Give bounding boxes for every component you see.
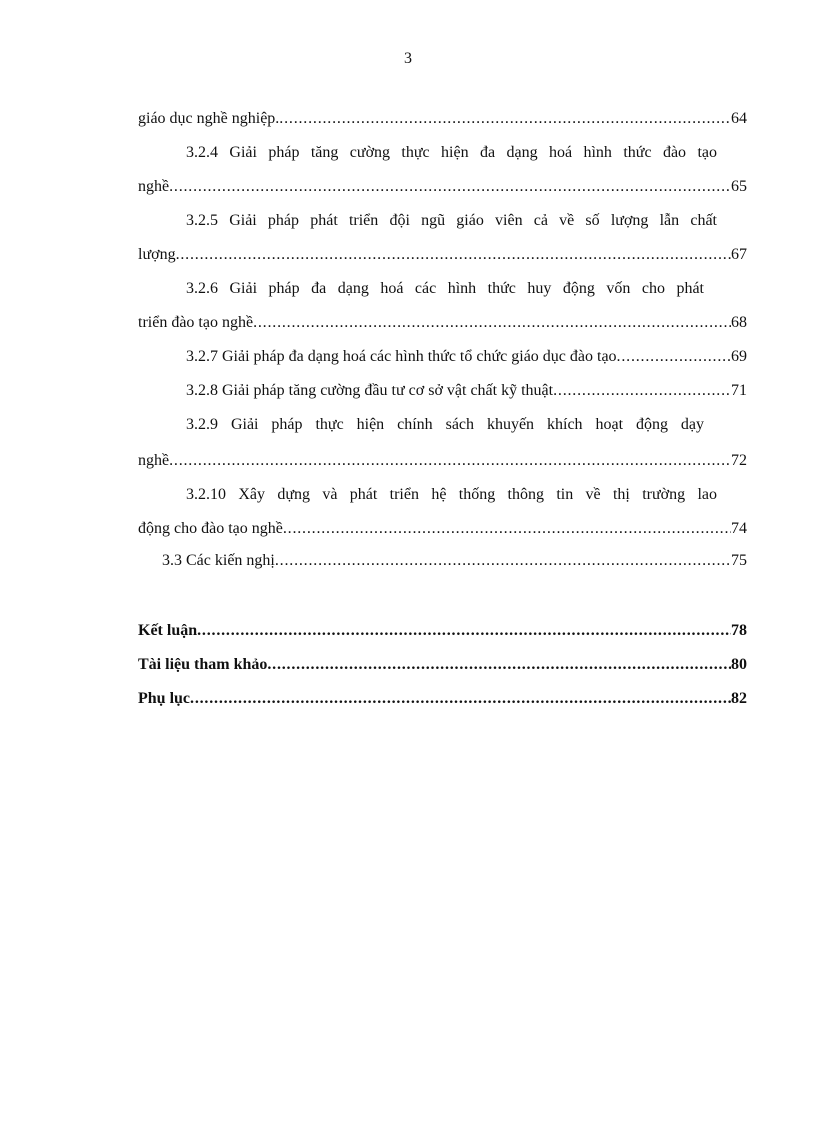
dot-leader (283, 518, 731, 540)
page-number: 3 (404, 50, 412, 67)
toc-entry[interactable] (138, 312, 747, 334)
toc-entry[interactable] (186, 380, 747, 402)
toc-entry[interactable] (138, 108, 747, 130)
toc-entry-label: triển đào tạo nghề (138, 314, 254, 331)
toc-section-page: 78 (731, 622, 747, 639)
dot-leader (275, 550, 731, 572)
toc-entry-page: 65 (731, 178, 747, 195)
toc-entry-label: nghề (138, 178, 170, 195)
dot-leader (176, 244, 731, 266)
toc-section-label: Phụ lục (138, 690, 191, 707)
toc-entry-title-line[interactable]: 3.2.6 Giải pháp đa dạng hoá các hình thức huy động vốn cho phát (186, 280, 704, 297)
dot-leader (279, 108, 731, 130)
toc-entry-page: 67 (731, 246, 747, 263)
toc-entry-page: 72 (731, 452, 747, 469)
toc-entry-label: giáo dục nghề nghiệp. (138, 110, 280, 127)
toc-entry-title-line[interactable]: 3.2.4 Giải pháp tăng cường thực hiện đa dạng hoá hình thức đào tạo (186, 144, 717, 161)
dot-leader (169, 450, 731, 472)
toc-entry[interactable] (138, 176, 747, 198)
toc-entry-page: 69 (731, 348, 747, 365)
toc-entry-label: 3.2.8 Giải pháp tăng cường đầu tư cơ sở vật chất kỹ thuật (186, 382, 554, 399)
toc-entry-page: 64 (731, 110, 747, 127)
toc-entry-title-line[interactable]: 3.2.5 Giải pháp phát triển đội ngũ giáo viên cả về số lượng lẫn chất (186, 212, 717, 229)
toc-entry[interactable] (138, 518, 747, 540)
toc-section[interactable] (138, 654, 747, 676)
toc-entry-page: 68 (731, 314, 747, 331)
toc-entry-page: 75 (731, 552, 747, 569)
toc-entry-label: lượng (138, 246, 176, 263)
dot-leader (617, 346, 731, 368)
dot-leader (553, 380, 731, 402)
toc-entry[interactable] (138, 244, 747, 266)
toc-entry-label: động cho đào tạo nghề (138, 520, 283, 537)
toc-section-page: 82 (731, 690, 747, 707)
toc-entry-title-line[interactable]: 3.2.10 Xây dựng và phát triển hệ thống thông tin về thị trường lao (186, 486, 717, 503)
toc-entry-label: nghề (138, 452, 170, 469)
toc-entry[interactable] (162, 550, 747, 572)
toc-section-label: Kết luận (138, 622, 198, 639)
dot-leader (190, 688, 731, 710)
toc-section[interactable] (138, 620, 747, 642)
dot-leader (169, 176, 731, 198)
toc-entry-label: 3.2.7 Giải pháp đa dạng hoá các hình thức tổ chức giáo dục đào tạo (186, 348, 617, 365)
toc-entry-title-line[interactable]: 3.2.9 Giải pháp thực hiện chính sách khuyến khích hoạt động dạy (186, 416, 704, 433)
dot-leader (267, 654, 731, 676)
toc-section[interactable] (138, 688, 747, 710)
toc-section-label: Tài liệu tham khảo (138, 656, 268, 673)
dot-leader (197, 620, 731, 642)
dot-leader (253, 312, 731, 334)
toc-section-page: 80 (731, 656, 747, 673)
toc-entry-page: 74 (731, 520, 747, 537)
toc-entry-label: 3.3 Các kiến nghị (162, 552, 275, 569)
toc-entry[interactable] (186, 346, 747, 368)
toc-entry-page: 71 (731, 382, 747, 399)
toc-entry[interactable] (138, 450, 747, 472)
